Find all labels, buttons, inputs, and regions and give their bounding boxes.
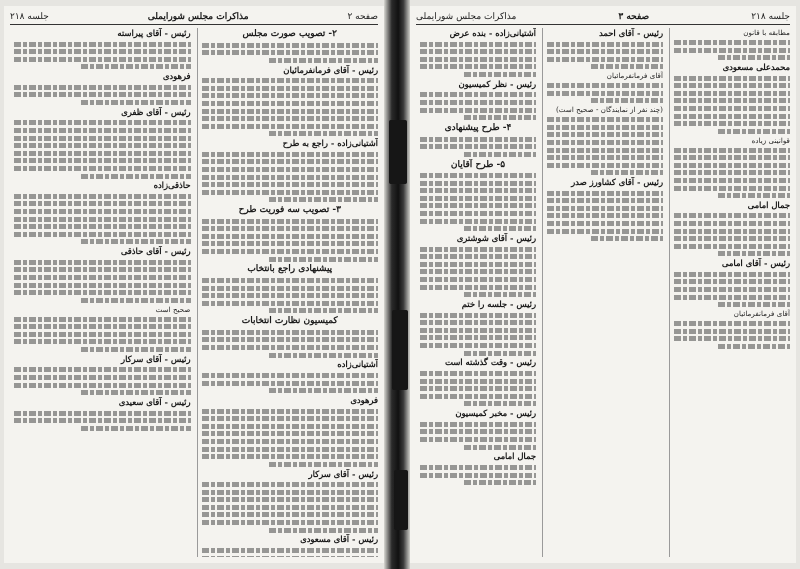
body-text-line (202, 447, 379, 452)
right-header-title: مذاکرات مجلس شورایملی (416, 12, 517, 22)
body-text-line (14, 418, 191, 423)
body-text-line (202, 116, 379, 121)
speaker-name: رئیس - آقای سرکار (308, 468, 378, 479)
body-text-line (547, 191, 663, 196)
body-text-line (464, 226, 536, 231)
body-text-line (674, 244, 790, 249)
body-text-line (420, 137, 536, 142)
body-text-line (269, 58, 378, 63)
body-text-line (14, 217, 191, 222)
body-text-line (420, 437, 536, 442)
body-text-line (464, 351, 536, 356)
text-line: (چند نفر از نمایندگان - صحیح است) (555, 105, 663, 115)
text-line: صحیح است (155, 304, 191, 314)
text-line: مطابقه با قانون (743, 28, 790, 37)
body-text-line (14, 332, 191, 337)
body-text-line (202, 381, 379, 386)
body-text-line (420, 343, 536, 348)
body-text-line (14, 224, 191, 229)
body-text-line (718, 344, 790, 349)
section-heading: ۴- طرح پیشنهادی (444, 122, 512, 133)
body-text-line (674, 48, 790, 53)
speaker-name: رئیس - وقت گذشته است (445, 357, 536, 368)
body-text-line (674, 221, 790, 226)
body-text-line (464, 480, 536, 485)
speaker-name: رئیس - آقای سرکار (121, 353, 191, 364)
speaker-name: آشتیانی‌زاده (337, 359, 378, 370)
body-text-line (547, 49, 663, 54)
body-text-line (718, 302, 790, 307)
body-text-line (202, 416, 379, 421)
body-text-line (420, 313, 536, 318)
section-heading: کمیسیون نظارت انتخابات (241, 316, 338, 327)
body-text-line (464, 152, 536, 157)
body-text-line (547, 42, 663, 47)
body-text-line (420, 394, 536, 399)
speaker-name: رئیس - مخبر کمیسیون (455, 408, 536, 419)
body-text-line (420, 277, 536, 282)
body-text-line (202, 43, 379, 48)
body-text-line (420, 188, 536, 193)
body-text-line (420, 49, 536, 54)
section-heading: ۵- طرح آقایان (450, 159, 506, 170)
body-text-line (14, 42, 191, 47)
body-text-line (202, 219, 379, 224)
body-text-line (547, 57, 663, 62)
right_page-column-2 (542, 28, 663, 557)
body-text-line (202, 454, 379, 459)
body-text-line (202, 301, 379, 306)
body-text-line (547, 213, 663, 218)
body-text-line (14, 290, 191, 295)
body-text-line (420, 92, 536, 97)
body-text-line (14, 158, 191, 163)
body-text-line (202, 424, 379, 429)
body-text-line (202, 548, 379, 553)
body-text-line (14, 120, 191, 125)
body-text-line (718, 129, 790, 134)
body-text-line (674, 336, 790, 341)
body-text-line (674, 178, 790, 183)
body-text-line (420, 57, 536, 62)
body-text-line (420, 173, 536, 178)
body-text-line (547, 163, 663, 168)
body-text-line (202, 93, 379, 98)
body-text-line (202, 152, 379, 157)
speaker-name: حاذقی‌زاده (153, 180, 191, 191)
body-text-line (269, 257, 378, 262)
body-text-line (420, 269, 536, 274)
body-text-line (420, 254, 536, 259)
body-text-line (202, 293, 379, 298)
body-text-line (674, 236, 790, 241)
right-page (410, 6, 796, 563)
speaker-name: رئیس - آقای مسعودی (300, 534, 378, 545)
speaker-name: فرهودی (162, 71, 191, 82)
body-text-line (674, 272, 790, 277)
body-text-line (14, 411, 191, 416)
body-text-line (420, 211, 536, 216)
body-text-line (81, 347, 190, 352)
body-text-line (202, 78, 379, 83)
body-text-line (202, 109, 379, 114)
body-text-line (674, 106, 790, 111)
text-line: قوانینی زیاده (751, 135, 790, 145)
body-text-line (420, 285, 536, 290)
body-text-line (420, 386, 536, 391)
body-text-line (420, 108, 536, 113)
body-text-line (202, 278, 379, 283)
body-text-line (202, 520, 379, 525)
body-text-line (420, 262, 536, 267)
body-text-line (14, 267, 191, 272)
left-page-header (10, 10, 378, 25)
body-text-line (674, 163, 790, 168)
body-text-line (420, 247, 536, 252)
body-text-line (202, 482, 379, 487)
body-text-line (420, 379, 536, 384)
body-text-line (464, 72, 536, 77)
body-text-line (14, 143, 191, 148)
body-text-line (202, 86, 379, 91)
body-text-line (591, 64, 663, 69)
text-line: آقای فرمانفرمائیان (733, 309, 790, 319)
body-text-line (14, 260, 191, 265)
body-text-line (464, 115, 536, 120)
body-text-line (14, 57, 191, 62)
body-text-line (202, 286, 379, 291)
body-text-line (202, 505, 379, 510)
right_page-column-1 (669, 28, 790, 557)
right-header-page-number: صفحه ۳ (618, 12, 650, 22)
body-text-line (420, 219, 536, 224)
body-text-line (14, 232, 191, 237)
speaker-name: رئیس - جلسه را ختم (461, 299, 536, 310)
body-text-line (202, 124, 379, 129)
left_page-column-2 (10, 28, 191, 557)
body-text-line (202, 101, 379, 106)
body-text-line (14, 128, 191, 133)
body-text-line (674, 186, 790, 191)
body-text-line (674, 91, 790, 96)
body-text-line (718, 55, 790, 60)
body-text-line (718, 193, 790, 198)
body-text-line (674, 76, 790, 81)
speaker-name: جمال امامی (493, 451, 536, 462)
body-text-line (420, 203, 536, 208)
body-text-line (674, 121, 790, 126)
body-text-line (14, 151, 191, 156)
right-page-header (416, 10, 790, 25)
body-text-line (81, 390, 190, 395)
torn-paper-mark (392, 310, 408, 390)
body-text-line (547, 91, 663, 96)
left-page-columns (10, 28, 378, 557)
speaker-name: رئیس - آقای ظفری (121, 106, 191, 117)
body-text-line (202, 226, 379, 231)
body-text-line (202, 241, 379, 246)
body-text-line (547, 206, 663, 211)
body-text-line (269, 528, 378, 533)
body-text-line (14, 339, 191, 344)
speaker-name: رئیس - آقای امامی (721, 258, 790, 269)
body-text-line (420, 335, 536, 340)
body-text-line (14, 209, 191, 214)
body-text-line (81, 100, 190, 105)
left_page-column-1 (197, 28, 379, 557)
body-text-line (420, 328, 536, 333)
body-text-line (202, 345, 379, 350)
body-text-line (674, 40, 790, 45)
body-text-line (14, 283, 191, 288)
body-text-line (14, 194, 191, 199)
body-text-line (547, 132, 663, 137)
body-text-line (14, 375, 191, 380)
speaker-name: رئیس - آقای پیراسته (117, 28, 191, 38)
body-text-line (202, 490, 379, 495)
right_page-column-3 (416, 28, 536, 557)
body-text-line (464, 401, 536, 406)
body-text-line (547, 155, 663, 160)
body-text-line (14, 367, 191, 372)
body-text-line (420, 64, 536, 69)
body-text-line (547, 198, 663, 203)
body-text-line (14, 275, 191, 280)
body-text-line (14, 201, 191, 206)
speaker-name: رئیس - آقای شوشتری (456, 233, 536, 244)
left-page (4, 6, 384, 563)
speaker-name: آشتیانی‌زاده - بنده عرض (449, 28, 536, 38)
body-text-line (674, 329, 790, 334)
section-heading: ۳- تصویب سه فوریت طرح (238, 205, 341, 216)
speaker-name: فرهودی (350, 394, 378, 405)
speaker-name: رئیس - نظر کمیسیون (458, 78, 536, 89)
torn-paper-mark (394, 470, 408, 530)
body-text-line (269, 462, 378, 467)
body-text-line (202, 234, 379, 239)
body-text-line (674, 287, 790, 292)
body-text-line (547, 148, 663, 153)
left-header-title: مذاکرات مجلس شورایملی (147, 12, 249, 22)
body-text-line (420, 144, 536, 149)
body-text-line (14, 383, 191, 388)
body-text-line (202, 337, 379, 342)
body-text-line (269, 308, 378, 313)
body-text-line (464, 445, 536, 450)
section-heading: پیشنهادی راجع بانتخاب (247, 264, 333, 275)
body-text-line (591, 236, 663, 241)
body-text-line (547, 140, 663, 145)
body-text-line (14, 166, 191, 171)
body-text-line (420, 422, 536, 427)
body-text-line (547, 229, 663, 234)
body-text-line (14, 49, 191, 54)
speaker-name: رئیس - آقای فرمانفرمائیان (283, 64, 378, 75)
body-text-line (202, 409, 379, 414)
body-text-line (674, 155, 790, 160)
left-header-page-number: صفحه ۲ (347, 12, 378, 22)
left-header-session: جلسه ۲۱۸ (10, 12, 49, 22)
body-text-line (269, 197, 378, 202)
speaker-name: محمدعلی مسعودی (722, 61, 790, 72)
torn-paper-mark (389, 120, 407, 184)
body-text-line (81, 239, 190, 244)
body-text-line (420, 465, 536, 470)
body-text-line (420, 371, 536, 376)
body-text-line (420, 473, 536, 478)
body-text-line (202, 175, 379, 180)
body-text-line (202, 167, 379, 172)
speaker-name: رئیس - آقای سعیدی (118, 396, 191, 407)
body-text-line (547, 117, 663, 122)
speaker-name: رئیس - آقای احمد (599, 28, 663, 38)
body-text-line (420, 181, 536, 186)
body-text-line (202, 556, 379, 557)
body-text-line (420, 42, 536, 47)
body-text-line (674, 295, 790, 300)
body-text-line (202, 159, 379, 164)
body-text-line (718, 251, 790, 256)
body-text-line (591, 170, 663, 175)
body-text-line (420, 429, 536, 434)
body-text-line (202, 50, 379, 55)
body-text-line (674, 213, 790, 218)
body-text-line (674, 229, 790, 234)
body-text-line (202, 373, 379, 378)
speaker-name: رئیس - آقای حاذقی (120, 246, 191, 257)
body-text-line (81, 298, 190, 303)
body-text-line (674, 98, 790, 103)
body-text-line (14, 324, 191, 329)
body-text-line (547, 83, 663, 88)
body-text-line (674, 148, 790, 153)
speaker-name: آشتیانی‌زاده - راجع به طرح (282, 138, 378, 149)
body-text-line (202, 249, 379, 254)
body-text-line (14, 317, 191, 322)
body-text-line (674, 279, 790, 284)
body-text-line (81, 64, 190, 69)
body-text-line (202, 182, 379, 187)
text-line: آقای فرمانفرمائیان (606, 71, 663, 81)
body-text-line (420, 196, 536, 201)
body-text-line (81, 426, 190, 431)
body-text-line (202, 497, 379, 502)
section-heading: ۲- تصویب صورت مجلس (242, 29, 337, 39)
body-text-line (81, 174, 190, 179)
body-text-line (202, 190, 379, 195)
speaker-name: جمال امامی (747, 199, 790, 210)
right-page-columns (416, 28, 790, 557)
body-text-line (591, 98, 663, 103)
body-text-line (269, 131, 378, 136)
body-text-line (202, 431, 379, 436)
right-header-session: جلسه ۲۱۸ (751, 12, 790, 22)
body-text-line (14, 136, 191, 141)
body-text-line (674, 170, 790, 175)
body-text-line (420, 100, 536, 105)
body-text-line (674, 83, 790, 88)
body-text-line (547, 125, 663, 130)
body-text-line (202, 330, 379, 335)
speaker-name: رئیس - آقای کشاورز صدر (571, 177, 663, 188)
body-text-line (14, 85, 191, 90)
body-text-line (547, 221, 663, 226)
body-text-line (202, 512, 379, 517)
body-text-line (420, 320, 536, 325)
body-text-line (202, 439, 379, 444)
body-text-line (674, 321, 790, 326)
body-text-line (14, 92, 191, 97)
body-text-line (464, 292, 536, 297)
body-text-line (674, 114, 790, 119)
body-text-line (269, 388, 378, 393)
body-text-line (269, 353, 378, 358)
